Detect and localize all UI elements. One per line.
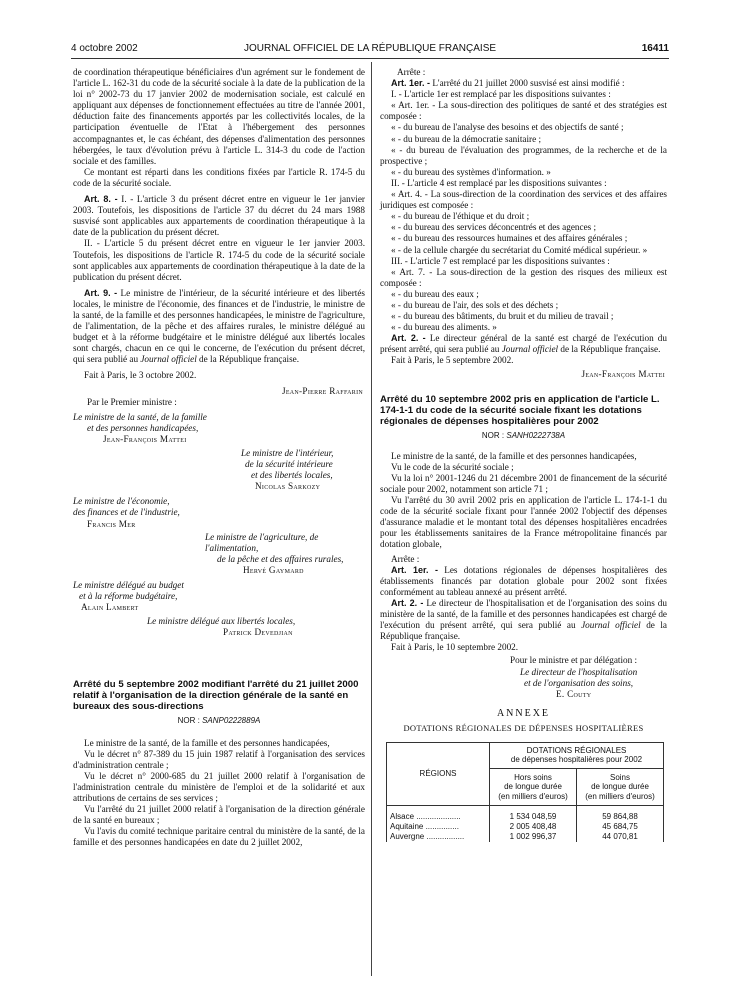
- signatures: [73, 386, 365, 639]
- signatory-name: Patrick Devedjian: [223, 627, 293, 638]
- nor-code: SANH0222738A: [506, 430, 566, 440]
- list-item: « - du bureau des aliments. »: [391, 322, 497, 333]
- table-header-dotations: [490, 742, 664, 768]
- nor-label: NOR :: [177, 715, 203, 725]
- article-text: de la République française.: [558, 344, 661, 355]
- article-text: Le directeur général de la santé est chargé de l'exécution du présent arrêté, qui sera publié au: [380, 333, 667, 355]
- hors-soins-cell: 2 005 408,48: [490, 822, 577, 832]
- paragraph: Vu l'avis du comité technique paritaire central du ministère de la santé, de la famille et des personnes handicapées en date du 2 juillet 2002,: [73, 826, 365, 848]
- list-item: « - du bureau des ressources humaines et des affaires générales ;: [391, 233, 628, 244]
- list-item: « - du bureau de la démocratie sanitaire ;: [391, 133, 541, 144]
- table-header-soins: [577, 768, 664, 806]
- signatory-title: de la pêche et des affaires rurales,: [217, 553, 344, 564]
- article-text: Le ministre de l'intérieur, de la sécurité intérieure et des libertés locales, le ministre de l'économie, des finances et de l'industrie, le ministre de la santé, de la famille et des personnes handicapées, le ministre de l'agriculture, de l'alimentation, de la pêche et des affaires rurales, le ministre délégué au budget et à la réforme budgétaire et le ministre délégué aux libertés locales sont chargés, chacun en ce qui le concerne, de l'exécution du présent décret, qui sera publié au: [73, 287, 365, 365]
- signatory-name: Nicolas Sarkozy: [255, 481, 321, 492]
- header-journal-title: JOURNAL OFFICIEL DE LA RÉPUBLIQUE FRANÇAISE: [243, 43, 497, 54]
- signatory-name: Hervé Gaymard: [243, 564, 304, 575]
- header-rule: [71, 58, 669, 59]
- header-line: (en milliers d'euros): [498, 791, 568, 801]
- list-item: « - du bureau des services déconcentrés et des agences ;: [391, 222, 597, 233]
- signatory-name: Francis Mer: [87, 518, 136, 529]
- article-text: Le directeur de l'hospitalisation et de l'organisation des soins du ministère de la santé, de la famille et des personnes handicapées est chargé de l'exécution du présent arrêté, qui sera publié au: [380, 597, 667, 631]
- paragraph: Ce montant est réparti dans les conditions fixées par l'article R. 174-5 du code de la sécurité sociale.: [73, 166, 365, 188]
- journal-ref: Journal officiel: [501, 344, 559, 355]
- nor-reference: [380, 430, 667, 441]
- article-text: L'arrêté du 21 juillet 2000 susvisé est ainsi modifié :: [430, 78, 625, 89]
- signature-intro: Pour le ministre et par délégation :: [510, 655, 638, 666]
- list-item: « - du bureau des bâtiments, du bruit et du milieu de travail ;: [391, 311, 614, 322]
- paragraph: Le ministre de la santé, de la famille et des personnes handicapées,: [391, 450, 637, 461]
- signatory-title: et des personnes handicapées,: [87, 422, 199, 433]
- fait-date: Fait à Paris, le 3 octobre 2002.: [84, 370, 197, 381]
- header-line: (en milliers d'euros): [585, 791, 655, 801]
- paragraph: Le ministre de la santé, de la famille et des personnes handicapées,: [84, 737, 330, 748]
- signatory-title: et des libertés locales,: [251, 470, 333, 481]
- signatory-name: Alain Lambert: [81, 602, 139, 613]
- paragraph: Vu la loi n° 2001-1246 du 21 décembre 2001 de financement de la sécurité sociale pour 2002, notamment son article 71 ;: [380, 472, 667, 494]
- article-label: Art. 2. -: [391, 597, 424, 608]
- article-label: Art. 2. -: [391, 333, 426, 344]
- paragraph: III. - L'article 7 est remplacé par les dispositions suivantes :: [391, 255, 610, 266]
- table-row: [387, 822, 664, 832]
- article-9: [73, 288, 365, 366]
- signatory-title: Le directeur de l'hospitalisation: [520, 666, 638, 677]
- arrete-title: Arrêté du 5 septembre 2002 modifiant l'arrêté du 21 juillet 2000 relatif à l'organisation de la direction générale de la santé en bureaux des sous-directions: [73, 678, 359, 712]
- signatory-name: E. Couty: [556, 688, 592, 699]
- fait-date: Fait à Paris, le 5 septembre 2002.: [391, 355, 514, 366]
- paragraph: « Art. 7. - La sous-direction de la gestion des risques des milieux est composée :: [380, 266, 667, 288]
- article-text: de la République française.: [380, 620, 668, 642]
- fait-date: Fait à Paris, le 10 septembre 2002.: [391, 642, 519, 653]
- signatory-title: Le ministre de l'agriculture, de l'alimentation,: [205, 531, 319, 553]
- hors-soins-cell: 1 534 048,59: [490, 806, 577, 823]
- region-cell: Alsace ....................: [387, 806, 490, 823]
- dotations-table: [386, 742, 664, 843]
- paragraph: Vu le code de la sécurité sociale ;: [391, 461, 514, 472]
- article-8: [73, 194, 365, 238]
- table-body: [387, 806, 664, 843]
- signatory-name: Jean-François Mattei: [103, 433, 187, 444]
- header-line: de longue durée: [591, 782, 649, 792]
- journal-ref: Journal officiel: [140, 354, 197, 365]
- header-line: Soins: [609, 772, 630, 782]
- paragraph: « Art. 4. - La sous-direction de la coordination des services et des affaires juridiques est composée :: [380, 189, 667, 211]
- annexe-title: DOTATIONS RÉGIONALES DE DÉPENSES HOSPITALIÈRES: [403, 722, 644, 733]
- paragraph: de coordination thérapeutique bénéficiaires d'un agrément sur le fondement de l'article L. 162-31 du code de la sécurité sociale à la date de la publication de la loi n° 2002-73 du 17 janvier 2002 de modernisation sociale, est calculé en appliquant aux dépenses de fonctionnement effectuées au titre de l'année 2001, déduction faite des financements apportés par les collectivités locales, de la participation éventuelle de l'Etat à l'hébergement des personnes accompagnantes et, le cas échéant, des dépenses d'alimentation des personnes hébergées, le taux d'évolution prévu à l'article L. 314-3 du code de l'action sociale et des familles.: [73, 67, 365, 166]
- soins-cell: 44 070,81: [577, 832, 664, 842]
- article-label: Art. 8. -: [84, 194, 118, 205]
- arrete-title: Arrêté du 10 septembre 2002 pris en application de l'article L. 174-1-1 du code de la sécurité sociale fixant les dotations régionales de dépenses hospitalières pour 2002: [380, 393, 660, 427]
- nor-reference: [73, 715, 365, 726]
- article-text: de la République française.: [196, 354, 300, 365]
- header-page-number: 16411: [641, 43, 669, 54]
- table-row: [387, 806, 664, 823]
- signatory-name: Jean-François Mattei: [581, 368, 665, 379]
- signatures: [380, 655, 667, 699]
- list-item: « - du bureau de l'analyse des besoins et des objectifs de santé ;: [391, 122, 624, 133]
- column-divider: [371, 62, 372, 976]
- article-2: [380, 598, 667, 642]
- paragraph: Vu le décret n° 87-389 du 15 juin 1987 relatif à l'organisation des services d'administration centrale ;: [73, 748, 365, 770]
- soins-cell: 45 684,75: [577, 822, 664, 832]
- signatory-title: et à la réforme budgétaire,: [79, 591, 178, 602]
- list-item: « - du bureau de l'évaluation des programmes, de la recherche et de la prospective ;: [380, 144, 667, 166]
- header-line: Hors soins: [514, 772, 552, 782]
- table-row: [387, 832, 664, 842]
- article-1: [380, 78, 667, 89]
- left-column: [73, 67, 365, 849]
- signatory-title: Le ministre de la santé, de la famille: [73, 411, 207, 422]
- article-2: [380, 333, 667, 355]
- list-item: « - du bureau des systèmes d'information. »: [391, 166, 551, 177]
- list-item: « - du bureau de l'air, des sols et des déchets ;: [391, 299, 559, 310]
- article-text: Les dotations régionales de dépenses hospitalières des établissements financés par dotation globale pour 2002 sont fixées conformément au tableau annexé au présent arrêté.: [380, 564, 668, 597]
- right-column: [380, 67, 667, 842]
- list-item: « - du bureau des eaux ;: [391, 288, 479, 299]
- signatory-name: Jean-Pierre Raffarin: [281, 385, 363, 396]
- arrete-label: Arrête :: [397, 67, 426, 77]
- table-header-hors-soins: [490, 768, 577, 806]
- header-line: DOTATIONS RÉGIONALES: [526, 745, 627, 755]
- signatory-title: Le ministre de l'économie,: [73, 496, 170, 507]
- header-line: de longue durée: [504, 782, 562, 792]
- paragraph: Vu l'arrêté du 30 avril 2002 pris en application de l'article L. 174-1-1 du code de la sécurité sociale fixant pour l'année 2002 l'objectif des dépenses d'assurance maladie et le montant total des dépenses hospitalières encadrées pour les établissements sanitaires de la France métropolitaine financés par dotation globale,: [380, 495, 667, 550]
- list-item: « - du bureau de l'éthique et du droit ;: [391, 211, 530, 222]
- paragraph: « Art. 1er. - La sous-direction des politiques de santé et des stratégies est composée :: [380, 100, 667, 122]
- header-date: 4 octobre 2002: [71, 43, 138, 54]
- signatory-title: de la sécurité intérieure: [245, 459, 333, 470]
- soins-cell: 59 864,88: [577, 806, 664, 823]
- article-label: Art. 1er. -: [391, 564, 438, 575]
- signature-intro: Par le Premier ministre :: [87, 396, 177, 407]
- paragraph: Vu le décret n° 2000-685 du 21 juillet 2000 relatif à l'organisation de l'administration centrale du ministère de l'emploi et de la solidarité et aux attributions de certains de ses services ;: [73, 770, 365, 804]
- signatory-title: Le ministre délégué aux libertés locales,: [147, 616, 296, 627]
- paragraph: II. - L'article 4 est remplacé par les dispositions suivantes :: [391, 177, 607, 188]
- paragraph: II. - L'article 5 du présent décret entre en vigueur le 1er janvier 2003. Toutefois, les dispositions de l'article R. 174-5 du code de la sécurité sociale sont applicables aux appartements de coordination thérapeutique à la date de la publication du présent décret.: [73, 238, 365, 282]
- annexe-heading: ANNEXE: [496, 707, 551, 719]
- article-1: [380, 565, 667, 598]
- hors-soins-cell: 1 002 996,37: [490, 832, 577, 842]
- signatory-title: et de l'organisation des soins,: [524, 677, 634, 688]
- paragraph: I. - L'article 1er est remplacé par les dispositions suivantes :: [391, 89, 611, 100]
- signatory-title: des finances et de l'industrie,: [73, 507, 180, 518]
- region-cell: Aquitaine ...............: [387, 822, 490, 832]
- journal-ref: Journal officiel: [581, 620, 641, 631]
- arrete-label: Arrête :: [391, 553, 420, 564]
- table-header-regions: RÉGIONS: [387, 742, 490, 806]
- article-text: I. - L'article 3 du présent décret entre en vigueur le 1er janvier 2003. Toutefois, les dispositions de l'article 37 du décret du 24 mars 1988 susvisé sont applicables aux appartements de coordination thérapeutique à la date de la publication du présent décret.: [73, 194, 365, 238]
- signatory-title: Le ministre délégué au budget: [73, 580, 184, 591]
- list-item: « - de la cellule chargée du secrétariat du Comité médical supérieur. »: [391, 244, 648, 255]
- paragraph: Vu l'arrêté du 21 juillet 2000 relatif à l'organisation de la direction générale de la santé en bureaux ;: [73, 804, 365, 826]
- header-line: de dépenses hospitalières pour 2002: [510, 755, 643, 765]
- article-label: Art. 1er. -: [391, 78, 431, 89]
- article-label: Art. 9. -: [84, 287, 118, 298]
- region-cell: Auvergne .................: [387, 832, 490, 842]
- nor-label: NOR :: [481, 430, 507, 440]
- page-header: [71, 43, 669, 57]
- nor-code: SANP0222889A: [202, 715, 261, 725]
- signatory-title: Le ministre de l'intérieur,: [241, 448, 334, 458]
